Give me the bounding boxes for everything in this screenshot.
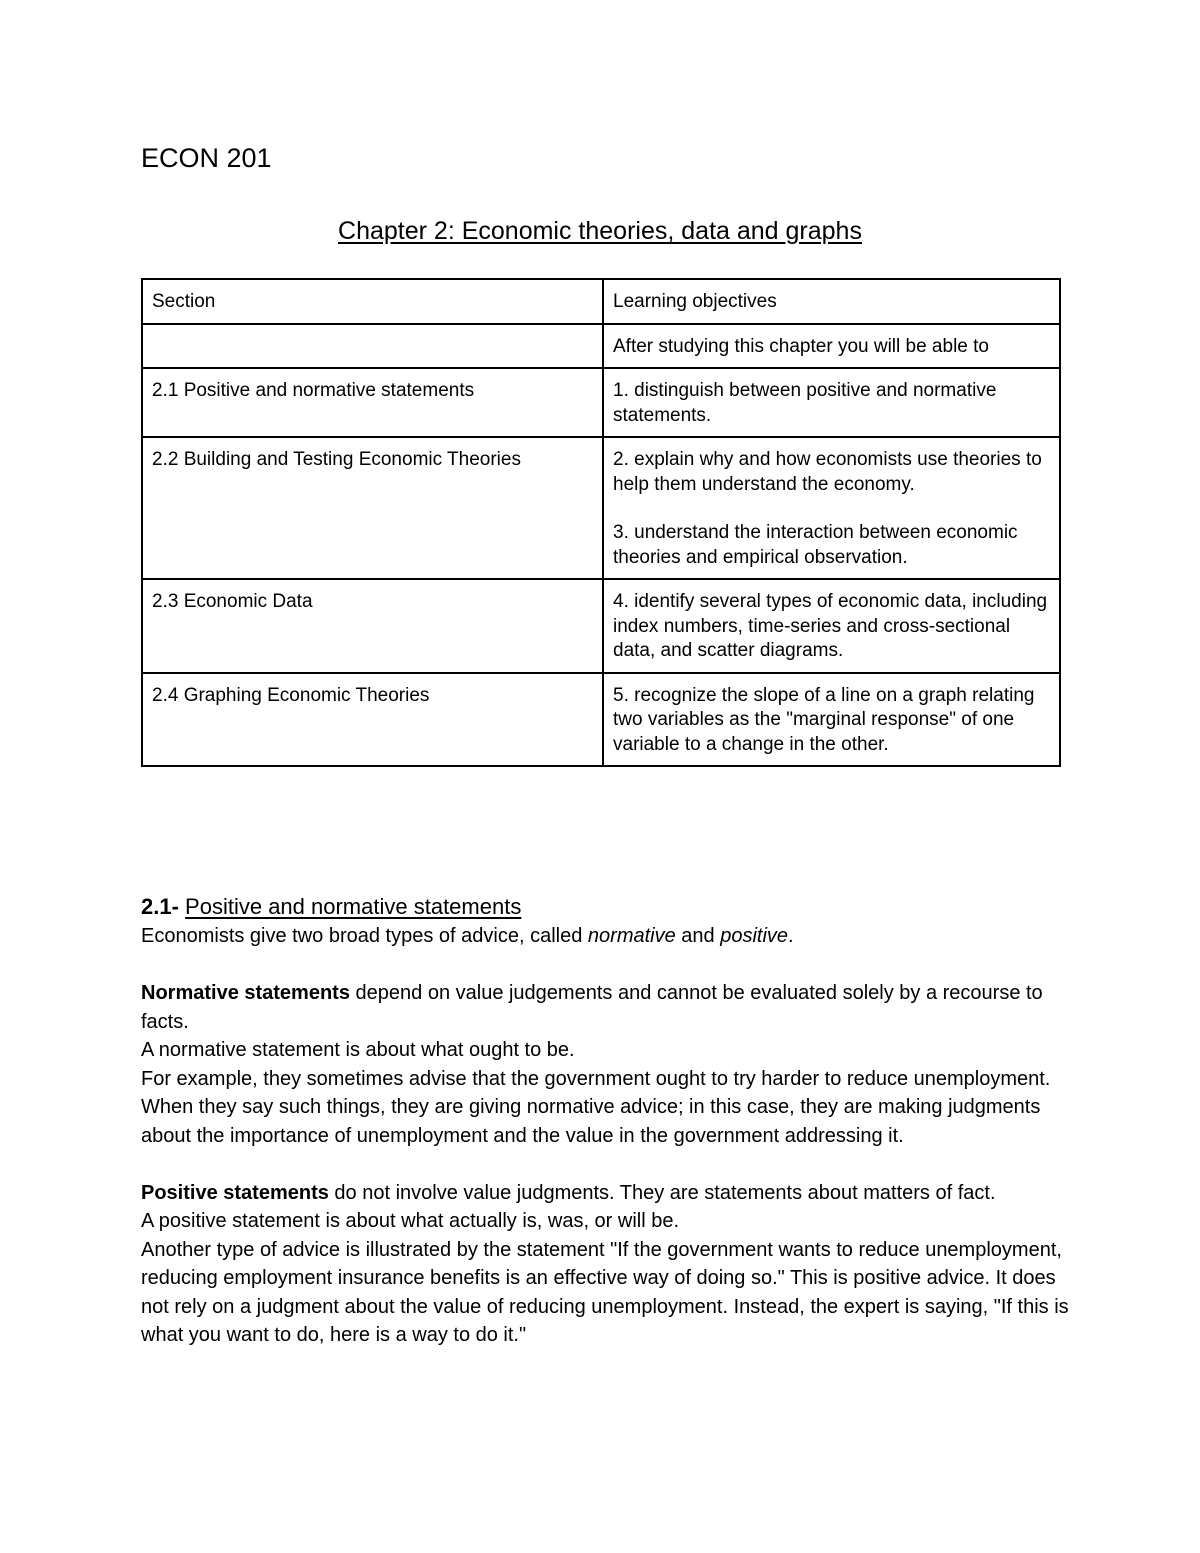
table-row bbox=[142, 579, 1060, 673]
positive-example: Another type of advice is illustrated by the statement "If the government wants to reduce unemployment, reducing employment insurance benefits is an effective way of doing so." This is positive advice. It does not rely on a judgment about the value of reducing unemployment. Instead, the expert is saying, "If this is what you want to do, here is a way to do it." bbox=[141, 1238, 1069, 1346]
column-header-section: Section bbox=[142, 279, 603, 324]
positive-about: A positive statement is about what actually is, was, or will be. bbox=[141, 1210, 680, 1232]
intro-paragraph: Economists give two broad types of advice, called normative and positive. bbox=[141, 925, 794, 947]
objective-cell bbox=[603, 437, 1060, 579]
section-number: 2.1- bbox=[141, 894, 179, 919]
section-body bbox=[141, 892, 1071, 1350]
objective-text: 3. understand the interaction between economic theories and empirical observation. bbox=[613, 522, 1018, 568]
normative-about: A normative statement is about what ought to be. bbox=[141, 1039, 575, 1061]
positive-term: Positive statements bbox=[141, 1181, 329, 1204]
normative-term: Normative statements bbox=[141, 982, 350, 1004]
objective-text: 2. explain why and how economists use theories to help them understand the economy. bbox=[613, 449, 1042, 495]
objective-cell: 5. recognize the slope of a line on a graph relating two variables as the "marginal response" of one variable to a change in the other. bbox=[603, 673, 1060, 767]
table-row bbox=[142, 368, 1060, 437]
chapter-title: Chapter 2: Economic theories, data and graphs bbox=[338, 217, 862, 245]
learning-objectives-table bbox=[141, 278, 1061, 767]
objective-cell: 1. distinguish between positive and normative statements. bbox=[603, 368, 1060, 437]
table-cell-empty bbox=[142, 324, 603, 369]
column-header-objectives: Learning objectives bbox=[603, 279, 1060, 324]
positive-definition: Positive statements do not involve value judgments. They are statements about matters of fact. bbox=[141, 1181, 996, 1204]
course-code: ECON 201 bbox=[141, 143, 272, 173]
table-cell-intro: After studying this chapter you will be able to bbox=[603, 324, 1060, 369]
table-row bbox=[142, 673, 1060, 767]
table-row bbox=[142, 324, 1060, 369]
section-cell: 2.1 Positive and normative statements bbox=[142, 368, 603, 437]
objective-cell: 4. identify several types of economic data, including index numbers, time-series and cross-sectional data, and scatter diagrams. bbox=[603, 579, 1060, 673]
section-title: Positive and normative statements bbox=[185, 894, 522, 919]
normative-example: For example, they sometimes advise that the government ought to try harder to reduce unemployment. When they say such things, they are giving normative advice; in this case, they are making judgments about the importance of unemployment and the value in the government addressing it. bbox=[141, 1067, 1051, 1147]
section-cell: 2.3 Economic Data bbox=[142, 579, 603, 673]
table-row bbox=[142, 437, 1060, 579]
section-cell: 2.2 Building and Testing Economic Theories bbox=[142, 437, 603, 579]
normative-definition: Normative statements depend on value judgements and cannot be evaluated solely by a recourse to facts. bbox=[141, 982, 1043, 1033]
table-header-row bbox=[142, 279, 1060, 324]
section-heading bbox=[141, 892, 1071, 922]
section-cell: 2.4 Graphing Economic Theories bbox=[142, 673, 603, 767]
